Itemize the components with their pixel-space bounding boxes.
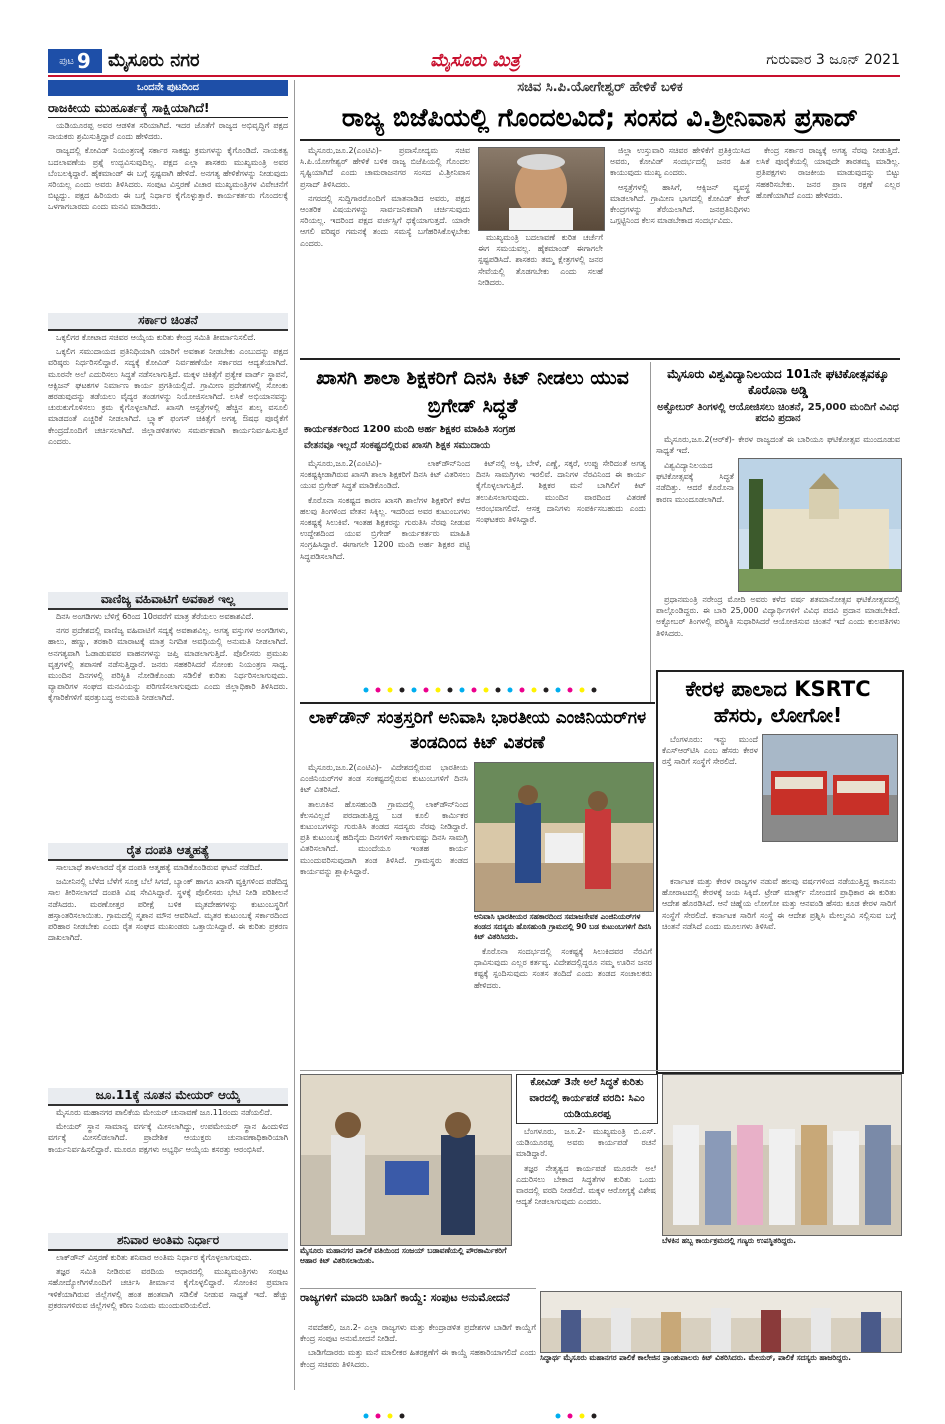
uni-body-a: ವಿಶ್ವವಿದ್ಯಾನಿಲಯದ ಘಟಿಕೋತ್ಸವಕ್ಕೆ ಸಿದ್ಧತೆ ನಡೆದಿತ್ತು. ಆದರೆ ಕೊರೊನಾ ಕಾರಣ ಮುಂದೂಡಲಾಗಿದೆ. — [656, 461, 734, 504]
kit-body-a: ಮೈಸೂರು,ಜೂ.2(ಎಂಟಿವಿ)- ಲಾಕ್‌ಡೌನ್‌ನಿಂದ ಸಂಕಷ್ಟಕ್ಕೀಡಾಗಿರುವ ಖಾಸಗಿ ಶಾಲಾ ಶಿಕ್ಷಕರಿಗೆ ದಿನಸಿ ಕಿಟ್ ವಿತರಿಸಲು ಯುವ ಬ್ರಿಗೇಡ್ ಸಿದ್ಧತೆ ಮಾಡಿಕೊಂಡಿದೆ. ಕೊರೊನಾ ಸಂಕಷ್ಟದ ಕಾರಣ ಖಾಸಗಿ ಶಾಲೆಗಳ ಶಿಕ್ಷಕರಿಗೆ ಕಳೆದ ಹಲವು ತಿಂಗಳಿಂದ ವೇತನ ಸಿಕ್ಕಿಲ್ಲ. ಇದರಿಂದ ಅವರ ಕುಟುಂಬಗಳು ಸಂಕಷ್ಟಕ್ಕೆ ಸಿಲುಕಿವೆ. ಇಂತಹ ಶಿಕ್ಷಕರನ್ನು ಗುರುತಿಸಿ ನೆರವು ನೀಡುವ ಉದ್ದೇಶದಿಂದ ಯುವ ಬ್ರಿಗೇಡ್ ಕಾರ್ಯಕರ್ತರು ಮಾಹಿತಿ ಸಂಗ್ರಹಿಸಿದ್ದಾರೆ. ಈಗಾಗಲೇ 1200 ಮಂದಿ ಅರ್ಹ ಶಿಕ್ಷಕರ ಪಟ್ಟಿ ಸಿದ್ಧಪಡಿಸಲಾಗಿದೆ. — [300, 459, 470, 561]
ksrtc-body-a: ಬೆಂಗಳೂರು: ಇನ್ನು ಮುಂದೆ ಕೆಎಸ್‌ಆರ್‌ಟಿಸಿ ಎಂಬ ಹೆಸರು ಕೇರಳ ರಸ್ತೆ ಸಾರಿಗೆ ಸಂಸ್ಥೆಗೆ ಸೇರಲಿದೆ. — [662, 735, 758, 767]
covid3-headline: ಕೋವಿಡ್ 3ನೇ ಅಲೆ ಸಿದ್ಧತೆ ಕುರಿತು ವಾರದಲ್ಲಿ ಕಾರ್ಯಪಡೆ ವರದಿ: ಸಿಎಂ ಯಡಿಯೂರಪ್ಪ — [516, 1074, 658, 1124]
engineers-body-a: ಮೈಸೂರು,ಜೂ.2(ಎಂಟಿವಿ)- ವಿದೇಶದಲ್ಲಿರುವ ಭಾರತೀಯ ಎಂಜಿನಿಯರ್‌ಗಳ ತಂಡ ಸಂಕಷ್ಟದಲ್ಲಿರುವ ಕುಟುಂಬಗಳಿಗೆ ದಿನಸಿ ಕಿಟ್ ವಿತರಿಸಿದೆ. ತಾಲೂಕಿನ ಹೊಸಹುಂಡಿ ಗ್ರಾಮದಲ್ಲಿ ಲಾಕ್‌ಡೌನ್‌ನಿಂದ ಕೆಲಸವಿಲ್ಲದೆ ಪರದಾಡುತ್ತಿದ್ದ ಬಡ ಕೂಲಿ ಕಾರ್ಮಿಕರ ಕುಟುಂಬಗಳನ್ನು ಗುರುತಿಸಿ ತಂಡದ ಸದಸ್ಯರು ನೆರವು ನೀಡಿದ್ದಾರೆ. ಪ್ರತಿ ಕುಟುಂಬಕ್ಕೆ ಹದಿನೈದು ದಿನಗಳಿಗೆ ಸಾಕಾಗುವಷ್ಟು ದಿನಸಿ ಸಾಮಗ್ರಿ ವಿತರಿಸಲಾಗಿದೆ. ಮುಂದೆಯೂ ಇಂತಹ ಕಾರ್ಯ ಮುಂದುವರಿಸುವುದಾಗಿ ತಂಡ ತಿಳಿಸಿದೆ. ಗ್ರಾಮಸ್ಥರು ತಂಡದ ಕಾರ್ಯವನ್ನು ಶ್ಲಾಘಿಸಿದ್ದಾರೆ. — [300, 763, 468, 876]
left-headline-5: ಜೂ.11ಕ್ಕೆ ನೂತನ ಮೇಯರ್ ಆಯ್ಕೆ — [48, 1088, 288, 1106]
left-headline-3: ವಾಣಿಜ್ಯ ವಹಿವಾಟಿಗೆ ಅವಕಾಶ ಇಲ್ಲ — [48, 592, 288, 610]
left-body-2: ಒಕ್ಕಲಿಗರ ಕೋಟಾದ ಸಚಿವರ ಆಯ್ಕೆಯ ಕುರಿತು ಕೇಂದ್ರ ಸಮಿತಿ ತೀರ್ಮಾನಿಸಲಿದೆ. ಒಕ್ಕಲಿಗ ಸಮುದಾಯದ ಪ್ರತಿನಿಧಿಯಾಗಿ ಯಾರಿಗೆ ಅವಕಾಶ ನೀಡಬೇಕು ಎಂಬುದನ್ನು ಪಕ್ಷದ ವರಿಷ್ಠರು ನಿರ್ಧರಿಸಲಿದ್ದಾರೆ. ಸದ್ಯಕ್ಕೆ ಕೋವಿಡ್ ನಿರ್ವಹಣೆಯೇ ಸರ್ಕಾರದ ಆದ್ಯತೆಯಾಗಿದೆ. ಮೂರನೇ ಅಲೆ ಎದುರಿಸಲು ಸಿದ್ಧತೆ ನಡೆಸಲಾಗುತ್ತಿದೆ. ಮಕ್ಕಳ ಚಿಕಿತ್ಸೆಗೆ ಪ್ರತ್ಯೇಕ ವಾರ್ಡ್ ಸ್ಥಾಪನೆ, ಆಕ್ಸಿಜನ್ ಘಟಕಗಳ ನಿರ್ಮಾಣ ಕಾರ್ಯ ಪ್ರಗತಿಯಲ್ಲಿದೆ. ಗ್ರಾಮೀಣ ಪ್ರದೇಶಗಳಲ್ಲಿ ಸೋಂಕು ಹರಡುವುದನ್ನು ತಡೆಯಲು ವೈದ್ಯರ ತಂಡಗಳನ್ನು ನಿಯೋಜಿಸಲಾಗಿದೆ. ಲಸಿಕೆ ಅಭಿಯಾನವನ್ನು ಚುರುಕುಗೊಳಿಸಲು ಕ್ರಮ ಕೈಗೊಳ್ಳಲಾಗಿದೆ. ಖಾಸಗಿ ಆಸ್ಪತ್ರೆಗಳಲ್ಲಿ ಹೆಚ್ಚಿನ ಶುಲ್ಕ ವಸೂಲಿ ಮಾಡದಂತೆ ಎಚ್ಚರಿಕೆ ನೀಡಲಾಗಿದೆ. ಬ್ಲ್ಯಾಕ್ ಫಂಗಸ್ ಚಿಕಿತ್ಸೆಗೆ ಅಗತ್ಯ ಔಷಧ ಪೂರೈಕೆಗೆ ಕೇಂದ್ರದೊಂದಿಗೆ ಚರ್ಚಿಸಲಾಗಿದೆ. ಜಿಲ್ಲಾಡಳಿತಗಳು ಸಮರ್ಪಕವಾಗಿ ಕಾರ್ಯನಿರ್ವಹಿಸುತ್ತಿವೆ ಎಂದರು. — [48, 333, 288, 446]
engineers-headline: ಲಾಕ್‌ಡೌನ್ ಸಂತ್ರಸ್ತರಿಗೆ ಅನಿವಾಸಿ ಭಾರತೀಯ ಎಂಜಿನಿಯರ್‌ಗಳ ತಂಡದಿಂದ ಕಿಟ್ ವಿತರಣೆ — [308, 708, 647, 753]
lead-kicker: ಸಚಿವ ಸಿ.ಪಿ.ಯೋಗೇಶ್ವರ್ ಹೇಳಿಕೆ ಬಳಿಕ — [517, 80, 683, 95]
lead-body-c: ಕೇಂದ್ರ ಸರ್ಕಾರ ರಾಜ್ಯಕ್ಕೆ ಅಗತ್ಯ ನೆರವು ನೀಡುತ್ತಿದೆ. ಲಸಿಕೆ ಪೂರೈಕೆಯಲ್ಲಿ ಯಾವುದೇ ತಾರತಮ್ಯ ಮಾಡಿಲ್ಲ. ಪ್ರತಿಪಕ್ಷಗಳು ರಾಜಕೀಯ ಮಾಡುವುದನ್ನು ಬಿಟ್ಟು ಸಹಕರಿಸಬೇಕು. ಜನರ ಪ್ರಾಣ ರಕ್ಷಣೆ ಎಲ್ಲರ ಹೊಣೆಯಾಗಿದೆ ಎಂದು ಹೇಳಿದರು. — [756, 146, 900, 200]
registration-marks-center — [360, 678, 600, 684]
uni-body-b: ಪ್ರಧಾನಮಂತ್ರಿ ನರೇಂದ್ರ ಮೋದಿ ಅವರು ಕಳೆದ ವರ್ಷ ಶತಮಾನೋತ್ಸವ ಘಟಿಕೋತ್ಸವದಲ್ಲಿ ಪಾಲ್ಗೊಂಡಿದ್ದರು. ಈ ಬಾರಿ 25,000 ವಿದ್ಯಾರ್ಥಿಗಳಿಗೆ ವಿವಿಧ ಪದವಿ ಪ್ರದಾನ ಮಾಡಬೇಕಿದೆ. ಅಕ್ಟೋಬರ್ ತಿಂಗಳಲ್ಲಿ ಪರಿಸ್ಥಿತಿ ಸುಧಾರಿಸಿದರೆ ಆಯೋಜಿಸುವ ಚಿಂತನೆ ಇದೆ ಎಂದು ಕುಲಪತಿಗಳು ತಿಳಿಸಿದರು. — [656, 595, 900, 638]
issue-date: ಗುರುವಾರ 3 ಜೂನ್ 2021 — [766, 52, 900, 68]
uni-headline: ಮೈಸೂರು ವಿಶ್ವವಿದ್ಯಾನಿಲಯದ 101ನೇ ಘಟಿಕೋತ್ಸವಕ್ಕೂ ಕೊರೊನಾ ಅಡ್ಡಿ — [667, 367, 889, 397]
photo-caption-right: ಬೆಳಕಿನ ಹಬ್ಬ ಕಾರ್ಯಕ್ರಮದಲ್ಲಿ ಗಣ್ಯರು ಉಪಸ್ಥಿತರಿದ್ದರು. — [662, 1236, 796, 1245]
lead-body-mid: ಮುಖ್ಯಮಂತ್ರಿ ಬದಲಾವಣೆ ಕುರಿತ ಚರ್ಚೆಗೆ ಈಗ ಸಮಯವಲ್ಲ. ಹೈಕಮಾಂಡ್ ಈಗಾಗಲೇ ಸ್ಪಷ್ಟಪಡಿಸಿದೆ. ಶಾಸಕರು ತಮ್ಮ ಕ್ಷೇತ್ರಗಳಲ್ಲಿ ಜನರ ಸೇವೆಯಲ್ಲಿ ತೊಡಗಬೇಕು ಎಂದು ಸಲಹೆ ನೀಡಿದರು. — [478, 233, 603, 287]
registration-marks-bottom — [360, 1404, 600, 1410]
mp-portrait-photo — [478, 147, 605, 231]
uni-body-lead: ಮೈಸೂರು,ಜೂ.2(ಆರ್‌ಕೆ)- ಕೇರಳ ರಾಜ್ಯದಂತೆ ಈ ಬಾರಿಯೂ ಘಟಿಕೋತ್ಸವ ಮುಂದೂಡುವ ಸಾಧ್ಯತೆ ಇದೆ. — [656, 435, 900, 456]
photo-caption-left: ಮೈಸೂರು ಮಹಾನಗರ ಪಾಲಿಕೆ ವತಿಯಿಂದ ಸಂಜಯ್ ಬಡಾವಣೆಯಲ್ಲಿ ಪೌರಕಾರ್ಮಿಕರಿಗೆ ಆಹಾರ ಕಿಟ್ ವಿತರಿಸಲಾಯಿತು. — [300, 1246, 507, 1265]
kit-body-b: ಕಿಟ್‌ನಲ್ಲಿ ಅಕ್ಕಿ, ಬೇಳೆ, ಎಣ್ಣೆ, ಸಕ್ಕರೆ, ಉಪ್ಪು ಸೇರಿದಂತೆ ಅಗತ್ಯ ದಿನಸಿ ಸಾಮಗ್ರಿಗಳು ಇರಲಿವೆ. ದಾನಿಗಳ ನೆರವಿನಿಂದ ಈ ಕಾರ್ಯ ಕೈಗೊಳ್ಳಲಾಗುತ್ತಿದೆ. ಶಿಕ್ಷಕರ ಮನೆ ಬಾಗಿಲಿಗೆ ಕಿಟ್ ತಲುಪಿಸಲಾಗುವುದು. ಮುಂದಿನ ವಾರದಿಂದ ವಿತರಣೆ ಆರಂಭವಾಗಲಿದೆ. ಆಸಕ್ತ ದಾನಿಗಳು ಸಂಪರ್ಕಿಸಬಹುದು ಎಂದು ಸಂಘಟಕರು ತಿಳಿಸಿದ್ದಾರೆ. — [476, 459, 646, 525]
kit-subhead-1: ಕಾರ್ಯಕರ್ತರಿಂದ 1200 ಮಂದಿ ಅರ್ಹ ಶಿಕ್ಷಕರ ಮಾಹಿತಿ ಸಂಗ್ರಹ — [304, 424, 516, 435]
left-headline-6: ಶನಿವಾರ ಅಂತಿಮ ನಿರ್ಧಾರ — [48, 1233, 288, 1251]
lead-body-b: ಜಿಲ್ಲಾ ಉಸ್ತುವಾರಿ ಸಚಿವರ ಹೇಳಿಕೆಗೆ ಪ್ರತಿಕ್ರಿಯಿಸಿದ ಅವರು, ಕೋವಿಡ್ ಸಂದರ್ಭದಲ್ಲಿ ಜನರ ಹಿತ ಕಾಯುವುದು ಮುಖ್ಯ ಎಂದರು. ಆಸ್ಪತ್ರೆಗಳಲ್ಲಿ ಹಾಸಿಗೆ, ಆಕ್ಸಿಜನ್ ವ್ಯವಸ್ಥೆ ಮಾಡಲಾಗಿದೆ. ಗ್ರಾಮೀಣ ಭಾಗದಲ್ಲಿ ಕೋವಿಡ್ ಕೇರ್ ಕೇಂದ್ರಗಳನ್ನು ತೆರೆಯಲಾಗಿದೆ. ಜನಪ್ರತಿನಿಧಿಗಳು ಒಗ್ಗಟ್ಟಿನಿಂದ ಕೆಲಸ ಮಾಡಬೇಕಾದ ಸಂದರ್ಭವಿದು. — [610, 146, 750, 226]
university-building-photo — [738, 458, 902, 592]
page-number: 9 — [76, 49, 91, 73]
kit-headline: ಖಾಸಗಿ ಶಾಲಾ ಶಿಕ್ಷಕರಿಗೆ ದಿನಸಿ ಕಿಟ್ ನೀಡಲು ಯುವ ಬ್ರಿಗೇಡ್ ಸಿದ್ಧತೆ — [316, 367, 629, 417]
column-divider — [294, 80, 295, 1390]
engineers-caption: ಅನಿವಾಸಿ ಭಾರತೀಯರ ಸಹಕಾರದಿಂದ ಸಮಾಜಸೇವಕ ಎಂಜಿನಿಯರ್‌ಗಳ ತಂಡದ ಸದಸ್ಯರು ಹೊಸಹುಂಡಿ ಗ್ರಾಮದಲ್ಲಿ 90 ಬಡ ಕುಟುಂಬಗಳಿಗೆ ದಿನಸಿ ಕಿಟ್ ವಿತರಿಸಿದರು. — [474, 912, 652, 941]
lead-body-a: ಮೈಸೂರು,ಜೂ.2(ಎಂಟಿವಿ)- ಪ್ರವಾಸೋದ್ಯಮ ಸಚಿವ ಸಿ.ಪಿ.ಯೋಗೇಶ್ವರ್ ಹೇಳಿಕೆ ಬಳಿಕ ರಾಜ್ಯ ಬಿಜೆಪಿಯಲ್ಲಿ ಗೊಂದಲ ಸೃಷ್ಟಿಯಾಗಿದೆ ಎಂದು ಚಾಮರಾಜನಗರ ಸಂಸದ ವಿ.ಶ್ರೀನಿವಾಸ ಪ್ರಸಾದ್ ತಿಳಿಸಿದರು. ನಗರದಲ್ಲಿ ಸುದ್ದಿಗಾರರೊಂದಿಗೆ ಮಾತನಾಡಿದ ಅವರು, ಪಕ್ಷದ ಆಂತರಿಕ ವಿಷಯಗಳನ್ನು ಸಾರ್ವಜನಿಕವಾಗಿ ಚರ್ಚಿಸುವುದು ಸರಿಯಲ್ಲ. ಇದರಿಂದ ಪಕ್ಷದ ವರ್ಚಸ್ಸಿಗೆ ಧಕ್ಕೆಯಾಗುತ್ತದೆ. ಯಾರೇ ಆಗಲಿ ವರಿಷ್ಠರ ಗಮನಕ್ಕೆ ತಂದು ಸಮಸ್ಯೆ ಬಗೆಹರಿಸಿಕೊಳ್ಳಬೇಕು ಎಂದರು. — [300, 146, 470, 248]
left-headline-2: ಸರ್ಕಾರ ಚಿಂತನೆ — [48, 313, 288, 331]
masthead-rule — [48, 75, 900, 77]
ksrtc-body-b: ಕರ್ನಾಟಕ ಮತ್ತು ಕೇರಳ ರಾಜ್ಯಗಳ ನಡುವೆ ಹಲವು ವರ್ಷಗಳಿಂದ ನಡೆಯುತ್ತಿದ್ದ ಕಾನೂನು ಹೋರಾಟದಲ್ಲಿ ಕೇರಳಕ್ಕೆ ಜಯ ಸಿಕ್ಕಿದೆ. ಟ್ರೇಡ್ ಮಾರ್ಕ್ಸ್ ನೋಂದಣಿ ಪ್ರಾಧಿಕಾರ ಈ ಕುರಿತು ಆದೇಶ ಹೊರಡಿಸಿದೆ. ಆನೆ ಚಿಹ್ನೆಯ ಲೋಗೋ ಮತ್ತು ಆನವಂಡಿ ಹೆಸರು ಕೂಡ ಕೇರಳ ಸಾರಿಗೆ ಸಂಸ್ಥೆಗೆ ಸೇರಲಿದೆ. ಕರ್ನಾಟಕ ಸಾರಿಗೆ ಸಂಸ್ಥೆ ಈ ಆದೇಶ ಪ್ರಶ್ನಿಸಿ ಮೇಲ್ಮನವಿ ಸಲ್ಲಿಸುವ ಬಗ್ಗೆ ಚಿಂತನೆ ನಡೆಸಿದೆ ಎಂದು ಮೂಲಗಳು ತಿಳಿಸಿವೆ. — [662, 877, 896, 931]
ksrtc-headline-a: ಕೇರಳ ಪಾಲಾದ KSRTC — [685, 677, 871, 701]
kit-distribution-photo — [474, 762, 654, 912]
covid3-body: ಬೆಂಗಳೂರು, ಜೂ.2- ಮುಖ್ಯಮಂತ್ರಿ ಬಿ.ಎಸ್. ಯಡಿಯೂರಪ್ಪ ಅವರು ಕಾರ್ಯಪಡೆ ರಚನೆ ಮಾಡಿದ್ದಾರೆ. ತಜ್ಞರ ನೇತೃತ್ವದ ಕಾರ್ಯಪಡೆ ಮೂರನೇ ಅಲೆ ಎದುರಿಸಲು ಬೇಕಾದ ಸಿದ್ಧತೆಗಳ ಕುರಿತು ಒಂದು ವಾರದಲ್ಲಿ ವರದಿ ನೀಡಲಿದೆ. ಮಕ್ಕಳ ಆರೋಗ್ಯಕ್ಕೆ ವಿಶೇಷ ಆದ್ಯತೆ ನೀಡಲಾಗುವುದು ಎಂದರು. — [516, 1127, 656, 1207]
left-body-4: ಸಾಲಬಾಧೆ ತಾಳಲಾರದೆ ರೈತ ದಂಪತಿ ಆತ್ಮಹತ್ಯೆ ಮಾಡಿಕೊಂಡಿರುವ ಘಟನೆ ನಡೆದಿದೆ. ಜಮೀನಿನಲ್ಲಿ ಬೆಳೆದ ಬೆಳೆಗೆ ಸೂಕ್ತ ಬೆಲೆ ಸಿಗದೆ, ಬ್ಯಾಂಕ್ ಹಾಗೂ ಖಾಸಗಿ ವ್ಯಕ್ತಿಗಳಿಂದ ಪಡೆದಿದ್ದ ಸಾಲ ತೀರಿಸಲಾಗದೆ ದಂಪತಿ ವಿಷ ಸೇವಿಸಿದ್ದಾರೆ. ಸ್ಥಳಕ್ಕೆ ಪೊಲೀಸರು ಭೇಟಿ ನೀಡಿ ಪರಿಶೀಲನೆ ನಡೆಸಿದರು. ಮರಣೋತ್ತರ ಪರೀಕ್ಷೆ ಬಳಿಕ ಮೃತದೇಹಗಳನ್ನು ಕುಟುಂಬಸ್ಥರಿಗೆ ಹಸ್ತಾಂತರಿಸಲಾಯಿತು. ಗ್ರಾಮದಲ್ಲಿ ಸ್ಮಶಾನ ಮೌನ ಆವರಿಸಿದೆ. ಮೃತರ ಕುಟುಂಬಕ್ಕೆ ಸರ್ಕಾರದಿಂದ ಪರಿಹಾರ ನೀಡಬೇಕು ಎಂದು ರೈತ ಸಂಘದ ಮುಖಂಡರು ಒತ್ತಾಯಿಸಿದ್ದಾರೆ. ಈ ಕುರಿತು ಪ್ರಕರಣ ದಾಖಲಾಗಿದೆ. — [48, 863, 288, 943]
page-label: ಪುಟ — [59, 55, 74, 67]
uni-subhead: ಅಕ್ಟೋಬರ್ ತಿಂಗಳಲ್ಲಿ ಆಯೋಜಿಸಲು ಚಿಂತನೆ, 25,000 ಮಂದಿಗೆ ವಿವಿಧ ಪದವಿ ಪ್ರದಾನ — [657, 402, 899, 424]
section-title: ಮೈಸೂರು ನಗರ — [108, 50, 200, 71]
photo-caption-bottom: ಸಿದ್ಧಾರ್ಥ ಮೈಸೂರು ಮಹಾನಗರ ಪಾಲಿಕೆ ಕಾಲೇಜಿನ ಪ್ರಾಂಶುಪಾಲರು ಕಿಟ್ ವಿತರಿಸಿದರು. ಮೇಯರ್, ಪಾಲಿಕೆ ಸದಸ್ಯರು ಹಾಜರಿದ್ದರು. — [540, 1353, 851, 1362]
continued-banner: ಒಂದನೇ ಪುಟದಿಂದ — [48, 80, 288, 96]
kit-handover-photo — [300, 1074, 512, 1246]
left-headline-4: ರೈತ ದಂಪತಿ ಆತ್ಮಹತ್ಯೆ — [48, 843, 288, 861]
ksrtc-bus-photo — [762, 734, 898, 842]
left-body-5: ಮೈಸೂರು ಮಹಾನಗರ ಪಾಲಿಕೆಯ ಮೇಯರ್ ಚುನಾವಣೆ ಜೂ.11ರಂದು ನಡೆಯಲಿದೆ. ಮೇಯರ್ ಸ್ಥಾನ ಸಾಮಾನ್ಯ ವರ್ಗಕ್ಕೆ ಮೀಸಲಾಗಿದ್ದು, ಉಪಮೇಯರ್ ಸ್ಥಾನ ಹಿಂದುಳಿದ ವರ್ಗಕ್ಕೆ ಮೀಸಲಿಡಲಾಗಿದೆ. ಪ್ರಾದೇಶಿಕ ಆಯುಕ್ತರು ಚುನಾವಣಾಧಿಕಾರಿಯಾಗಿ ಕಾರ್ಯನಿರ್ವಹಿಸಲಿದ್ದಾರೆ. ಮೂರೂ ಪಕ್ಷಗಳು ಅಭ್ಯರ್ಥಿ ಆಯ್ಕೆಯ ಕಸರತ್ತು ಆರಂಭಿಸಿವೆ. — [48, 1108, 288, 1154]
approval-headline: ರಾಜ್ಯಗಳಿಗೆ ಮಾದರಿ ಬಾಡಿಗೆ ಕಾಯ್ದೆ: ಸಂಪುಟ ಅನುಮೋದನೆ — [300, 1291, 510, 1304]
officials-group-photo — [662, 1074, 902, 1236]
engineers-body-b: ಕೊರೊನಾ ಸಂದರ್ಭದಲ್ಲಿ ಸಂಕಷ್ಟಕ್ಕೆ ಸಿಲುಕಿದವರ ನೆರವಿಗೆ ಧಾವಿಸುವುದು ಎಲ್ಲರ ಕರ್ತವ್ಯ. ವಿದೇಶದಲ್ಲಿದ್ದರೂ ನಮ್ಮ ಊರಿನ ಜನರ ಕಷ್ಟಕ್ಕೆ ಸ್ಪಂದಿಸುವುದು ಸಂತಸ ತಂದಿದೆ ಎಂದು ತಂಡದ ಸಂಚಾಲಕರು ಹೇಳಿದರು. — [474, 947, 652, 990]
left-body-3: ದಿನಸಿ ಅಂಗಡಿಗಳು ಬೆಳಿಗ್ಗೆ 6ರಿಂದ 10ರವರೆಗೆ ಮಾತ್ರ ತೆರೆಯಲು ಅವಕಾಶವಿದೆ. ನಗರ ಪ್ರದೇಶದಲ್ಲಿ ವಾಣಿಜ್ಯ ವಹಿವಾಟಿಗೆ ಸದ್ಯಕ್ಕೆ ಅವಕಾಶವಿಲ್ಲ. ಅಗತ್ಯ ವಸ್ತುಗಳ ಅಂಗಡಿಗಳು, ಹಾಲು, ಹಣ್ಣು, ತರಕಾರಿ ಮಾರಾಟಕ್ಕೆ ಮಾತ್ರ ನಿಗದಿತ ಅವಧಿಯಲ್ಲಿ ಅನುಮತಿ ನೀಡಲಾಗಿದೆ. ಅನಗತ್ಯವಾಗಿ ಓಡಾಡುವವರ ವಾಹನಗಳನ್ನು ಜಪ್ತಿ ಮಾಡಲಾಗುತ್ತಿದೆ. ಪೊಲೀಸರು ಪ್ರಮುಖ ವೃತ್ತಗಳಲ್ಲಿ ತಪಾಸಣೆ ನಡೆಸುತ್ತಿದ್ದಾರೆ. ಜನರು ಸಹಕರಿಸಿದರೆ ಸೋಂಕು ನಿಯಂತ್ರಣ ಸಾಧ್ಯ. ಮುಂದಿನ ದಿನಗಳಲ್ಲಿ ಪರಿಸ್ಥಿತಿ ನೋಡಿಕೊಂಡು ಸಡಿಲಿಕೆ ಕುರಿತು ನಿರ್ಧರಿಸಲಾಗುವುದು. ವ್ಯಾಪಾರಿಗಳ ಸಂಘದ ಮನವಿಯನ್ನು ಪರಿಗಣಿಸಲಾಗುವುದು ಎಂದು ಜಿಲ್ಲಾಧಿಕಾರಿ ತಿಳಿಸಿದರು. ಕೈಗಾರಿಕೆಗಳಿಗೆ ಷರತ್ತುಬದ್ಧ ಅನುಮತಿ ನೀಡಲಾಗಿದೆ. — [48, 612, 288, 703]
left-body-6: ಲಾಕ್‌ಡೌನ್ ವಿಸ್ತರಣೆ ಕುರಿತು ಶನಿವಾರ ಅಂತಿಮ ನಿರ್ಧಾರ ಕೈಗೊಳ್ಳಲಾಗುವುದು. ತಜ್ಞರ ಸಮಿತಿ ನೀಡಿರುವ ವರದಿಯ ಆಧಾರದಲ್ಲಿ ಮುಖ್ಯಮಂತ್ರಿಗಳು ಸಂಪುಟ ಸಹೋದ್ಯೋಗಿಗಳೊಂದಿಗೆ ಚರ್ಚಿಸಿ ತೀರ್ಮಾನ ಕೈಗೊಳ್ಳಲಿದ್ದಾರೆ. ಸೋಂಕಿನ ಪ್ರಮಾಣ ಇಳಿಕೆಯಾಗಿರುವ ಜಿಲ್ಲೆಗಳಲ್ಲಿ ಹಂತ ಹಂತವಾಗಿ ಸಡಿಲಿಕೆ ನೀಡುವ ಸಾಧ್ಯತೆ ಇದೆ. ಹೆಚ್ಚು ಪ್ರಕರಣಗಳಿರುವ ಜಿಲ್ಲೆಗಳಲ್ಲಿ ಕಠಿಣ ನಿಯಮ ಮುಂದುವರಿಯಲಿದೆ. — [48, 1253, 288, 1310]
lead-headline: ರಾಜ್ಯ ಬಿಜೆಪಿಯಲ್ಲಿ ಗೊಂದಲವಿದೆ; ಸಂಸದ ವಿ.ಶ್ರೀನಿವಾಸ ಪ್ರಸಾದ್ — [341, 103, 859, 132]
left-headline-1: ರಾಜಕೀಯ ಮುಹೂರ್ತಕ್ಕೆ ಸಾಕ್ಷಿಯಾಗಿದೆ! — [48, 100, 210, 115]
newspaper-logo: ಮೈಸೂರು ಮಿತ್ರ — [430, 50, 520, 71]
page-number-badge — [48, 49, 102, 73]
left-body-1: ಯಡಿಯೂರಪ್ಪ ಅವರ ಆಡಳಿತ ಸರಿಯಾಗಿದೆ. ಇದರ ಜೊತೆಗೆ ರಾಜ್ಯದ ಅಭಿವೃದ್ಧಿಗೆ ಪಕ್ಷದ ನಾಯಕರು ಶ್ರಮಿಸುತ್ತಿದ್ದಾರೆ ಎಂದು ಹೇಳಿದರು. ರಾಜ್ಯದಲ್ಲಿ ಕೋವಿಡ್ ನಿಯಂತ್ರಣಕ್ಕೆ ಸರ್ಕಾರ ಸಾಕಷ್ಟು ಕ್ರಮಗಳನ್ನು ಕೈಗೊಂಡಿದೆ. ನಾಯಕತ್ವ ಬದಲಾವಣೆಯ ಪ್ರಶ್ನೆ ಉದ್ಭವಿಸುವುದಿಲ್ಲ. ಪಕ್ಷದ ಎಲ್ಲಾ ಶಾಸಕರು ಮುಖ್ಯಮಂತ್ರಿ ಅವರ ಬೆಂಬಲಕ್ಕಿದ್ದಾರೆ. ಹೈಕಮಾಂಡ್ ಈ ಬಗ್ಗೆ ಸ್ಪಷ್ಟವಾಗಿ ಹೇಳಿದೆ. ಅನಗತ್ಯ ಹೇಳಿಕೆಗಳನ್ನು ನೀಡುವುದು ಸರಿಯಲ್ಲ ಎಂದು ಅವರು ತಿಳಿಸಿದರು. ಸಂಪುಟ ವಿಸ್ತರಣೆ ವಿಚಾರ ಮುಖ್ಯಮಂತ್ರಿಗಳ ವಿವೇಚನೆಗೆ ಬಿಟ್ಟದ್ದು. ಪಕ್ಷದ ಹಿರಿಯರು ಈ ಬಗ್ಗೆ ನಿರ್ಧಾರ ಕೈಗೊಳ್ಳುತ್ತಾರೆ. ಕಾರ್ಯಕರ್ತರು ಗೊಂದಲಕ್ಕೆ ಒಳಗಾಗಬಾರದು ಎಂದು ಮನವಿ ಮಾಡಿದರು. — [48, 121, 288, 212]
college-kit-photo — [540, 1291, 902, 1353]
kit-subhead-2: ವೇತನವೂ ಇಲ್ಲದೆ ಸಂಕಷ್ಟದಲ್ಲಿರುವ ಖಾಸಗಿ ಶಿಕ್ಷಕ ಸಮುದಾಯ — [304, 440, 491, 451]
ksrtc-headline-b: ಹೆಸರು, ಲೋಗೋ! — [713, 703, 843, 727]
approval-body: ನವದೆಹಲಿ, ಜೂ.2- ಎಲ್ಲಾ ರಾಜ್ಯಗಳು ಮತ್ತು ಕೇಂದ್ರಾಡಳಿತ ಪ್ರದೇಶಗಳ ಬಾಡಿಗೆ ಕಾಯ್ದೆಗೆ ಕೇಂದ್ರ ಸಂಪುಟ ಅನುಮೋದನೆ ನೀಡಿದೆ. ಬಾಡಿಗೆದಾರರು ಮತ್ತು ಮನೆ ಮಾಲೀಕರ ಹಿತರಕ್ಷಣೆಗೆ ಈ ಕಾಯ್ದೆ ಸಹಕಾರಿಯಾಗಲಿದೆ ಎಂದು ಕೇಂದ್ರ ಸಚಿವರು ತಿಳಿಸಿದರು. — [300, 1323, 536, 1369]
